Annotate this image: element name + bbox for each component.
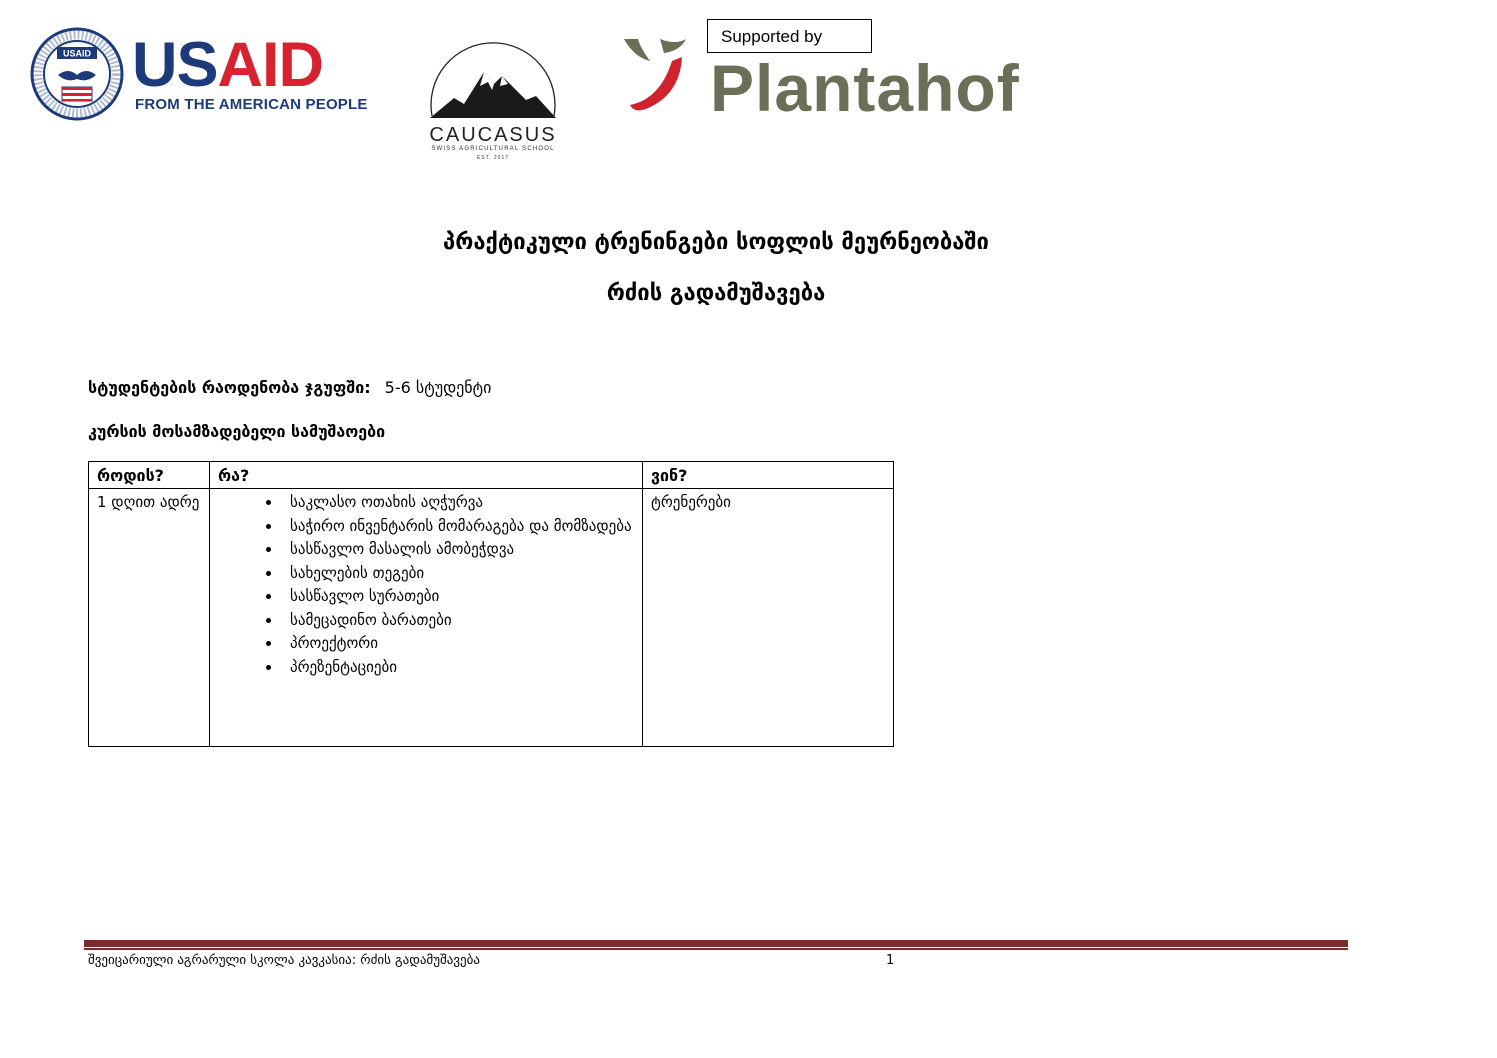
usaid-tagline: FROM THE AMERICAN PEOPLE (135, 96, 368, 113)
list-item: • საკლასო ოთახის აღჭურვა (282, 491, 634, 515)
list-item: • საჭირო ინვენტარის მომარაგება და მომზადება (282, 515, 634, 539)
header-who: ვინ? (643, 462, 894, 489)
list-item: • სახელების თეგები (282, 562, 634, 586)
seal-badge-text: USAID (62, 48, 92, 59)
list-item: • პროექტორი (282, 632, 634, 656)
caucasus-subtitle: SWISS AGRICULTURAL SCHOOL (431, 146, 555, 152)
cell-what (210, 489, 643, 747)
preparation-heading: კურსის მოსამზადებელი სამუშაოები (88, 422, 386, 441)
cell-when: 1 დღით ადრე (89, 489, 210, 747)
students-value: 5-6 სტუდენტი (384, 378, 492, 397)
header-when: როდის? (89, 462, 210, 489)
students-per-group (88, 378, 491, 397)
page-number: 1 (886, 953, 895, 968)
footer-divider-thin (84, 948, 1348, 950)
footer-text: შვეიცარიული აგრარული სკოლა კავკასია: რძის გადამუშავება (88, 953, 480, 968)
caucasus-mountain-logo (426, 20, 560, 125)
caucasus-name: CAUCASUS (429, 124, 557, 146)
table-header-row (89, 462, 894, 489)
footer-divider (84, 940, 1348, 947)
plantahof-leaf-logo (620, 35, 692, 115)
list-item: • სასწავლო სურათები (282, 585, 634, 609)
list-item: • სამეცადინო ბარათები (282, 609, 634, 633)
document-subtitle: რძის გადამუშავება (606, 281, 826, 306)
list-item: • პრეზენტაციები (282, 656, 634, 680)
header-what: რა? (210, 462, 643, 489)
document-title: პრაქტიკული ტრენინგები სოფლის მეურნეობაში (443, 230, 989, 255)
cell-who: ტრენერები (643, 489, 894, 747)
table-row (89, 489, 894, 747)
students-label: სტუდენტების რაოდენობა ჯგუფში: (88, 378, 371, 397)
plantahof-wordmark: Plantahof (710, 51, 1020, 125)
caucasus-established: EST. 2017 (476, 155, 510, 161)
supported-by-label: Supported by (707, 19, 872, 53)
usaid-wordmark: USAID (132, 30, 324, 100)
list-item: • სასწავლო მასალის ამობეჭდვა (282, 538, 634, 562)
task-list (218, 491, 634, 679)
usaid-seal-logo (30, 27, 124, 121)
preparation-table (88, 461, 894, 747)
